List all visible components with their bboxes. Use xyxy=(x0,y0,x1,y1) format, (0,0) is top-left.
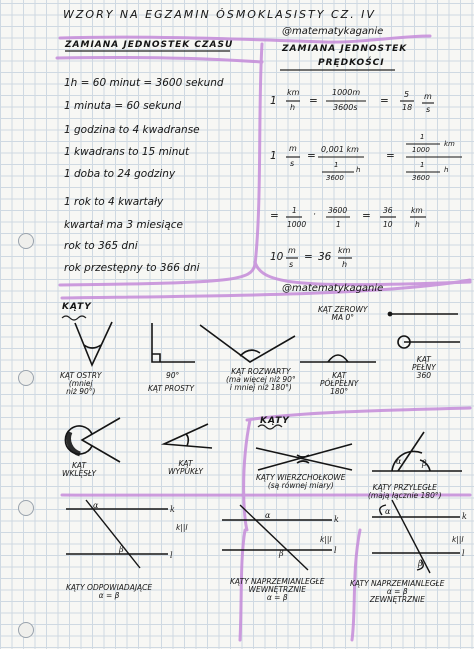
time-header: ZAMIANA JEDNOSTEK CZASU xyxy=(65,40,234,50)
time-line: 1 minuta = 60 sekund xyxy=(64,100,182,112)
author-handle: @matematykaganie xyxy=(282,283,384,294)
svg-text:α: α xyxy=(265,511,271,520)
reflex-label: KĄT WKLĘSŁY xyxy=(62,461,97,478)
notebook-page: α β α β α β α β k l k l k l WZORY NA EGZAMIN ÓSMOKLASISTY CZ. IV @matematykaganie ZAMIANA JEDNOSTEK CZASU 1h = 60 minut = 3600 sekund 1 minuta = 60 sekund 1 godzina to 4 kwadranse 1 kwadrans to 15 minut 1 doba to 24 godziny 1 rok to 4 kwartały kwartał ma 3 miesiące rok to 365 dni rok przestępny to 366 dni ZAMIANA JEDNOSTEK PRĘDKOŚCI 1 km h = 1000m 3600s = 5 18 m s 1 m s = 0,001 km 1 3600 h = 1 1000 km 1 3600 h = 1 1000 · 3600 1 = 36 10 km h 10 m s = 36 km h @matematykaganie KĄTY KĄT OSTRY (mniej niż 90°) 90° KĄT PROSTY KĄT ROZWARTY (ma więcej niż 90° i mniej niż 180°) KĄT ZEROWY MA 0° KĄT PÓŁPEŁNY 180° KĄT PEŁNY 360 KĄT WKLĘSŁY KĄT WYPUKŁY KĄTY KĄTY WIERZCHOŁKOWE (są równej miary) KĄTY PRZYLEGŁE (mają łącznie 180°) k||l k||l k||l KĄTY ODPOWIADAJĄCE α = β KĄTY NAPRZEMIANLEGŁE WEWNĘTRZNIE α = β KĄTY NAPRZEMIANLEGŁE α = β ZEWNĘTRZNIE xyxy=(0,0,474,649)
vertical-label: KĄTY WIERZCHOŁKOWE (są równej miary) xyxy=(256,473,346,490)
speed-header-2: PRĘDKOŚCI xyxy=(318,58,385,68)
adjacent-label: KĄTY PRZYLEGŁE (mają łącznie 180°) xyxy=(368,483,442,500)
page-title: WZORY NA EGZAMIN ÓSMOKLASISTY CZ. IV xyxy=(63,8,376,21)
right-degree: 90° xyxy=(166,371,180,380)
angles-header-2: KĄTY xyxy=(260,416,290,426)
time-line: 1 rok to 4 kwartały xyxy=(64,196,164,208)
time-line: rok to 365 dni xyxy=(64,240,138,252)
time-line: kwartał ma 3 miesiące xyxy=(64,219,184,231)
svg-text:α: α xyxy=(385,507,391,516)
right-label: KĄT PROSTY xyxy=(148,384,195,393)
alpha-symbol: α xyxy=(93,501,99,510)
svg-text:k: k xyxy=(170,505,175,514)
svg-text:l: l xyxy=(334,546,337,555)
alt-exterior-label: KĄTY NAPRZEMIANLEGŁE α = β ZEWNĘTRZNIE xyxy=(350,579,445,604)
svg-text:l: l xyxy=(170,551,173,560)
obtuse-label: KĄT ROZWARTY (ma więcej niż 90° i mniej niż 180°) xyxy=(226,367,296,392)
convex-label: KĄT WYPUKŁY xyxy=(168,459,204,476)
beta-symbol: β xyxy=(119,545,124,554)
svg-text:l: l xyxy=(462,549,465,558)
svg-text:α: α xyxy=(396,457,402,466)
zero-label: KĄT ZEROWY MA 0° xyxy=(318,305,368,322)
alt-interior-label: KĄTY NAPRZEMIANLEGŁE WEWNĘTRZNIE α = β xyxy=(230,577,325,602)
time-line: 1 doba to 24 godziny xyxy=(64,168,176,180)
author-handle: @matematykaganie xyxy=(282,26,384,37)
svg-text:k: k xyxy=(334,515,339,524)
time-line: 1 kwadrans to 15 minut xyxy=(64,146,190,158)
time-line: 1 godzina to 4 kwadranse xyxy=(64,124,200,136)
corresponding-label: KĄTY ODPOWIADAJĄCE α = β xyxy=(66,583,153,600)
speed-header: ZAMIANA JEDNOSTEK xyxy=(282,44,408,54)
svg-text:β: β xyxy=(279,549,284,558)
svg-text:k: k xyxy=(462,512,467,521)
time-line: rok przestępny to 366 dni xyxy=(64,262,200,274)
acute-label: KĄT OSTRY (mniej niż 90°) xyxy=(60,371,102,396)
full-label: KĄT PEŁNY 360 xyxy=(412,355,436,380)
parallel-mark: k||l xyxy=(176,523,188,532)
time-line: 1h = 60 minut = 3600 sekund xyxy=(64,77,224,89)
flat-label: KĄT PÓŁPEŁNY 180° xyxy=(320,371,359,396)
parallel-mark: k||l xyxy=(452,535,464,544)
svg-text:β: β xyxy=(418,559,423,568)
parallel-mark: k||l xyxy=(320,535,332,544)
angles-header: KĄTY xyxy=(62,302,92,312)
svg-text:β: β xyxy=(422,459,427,468)
